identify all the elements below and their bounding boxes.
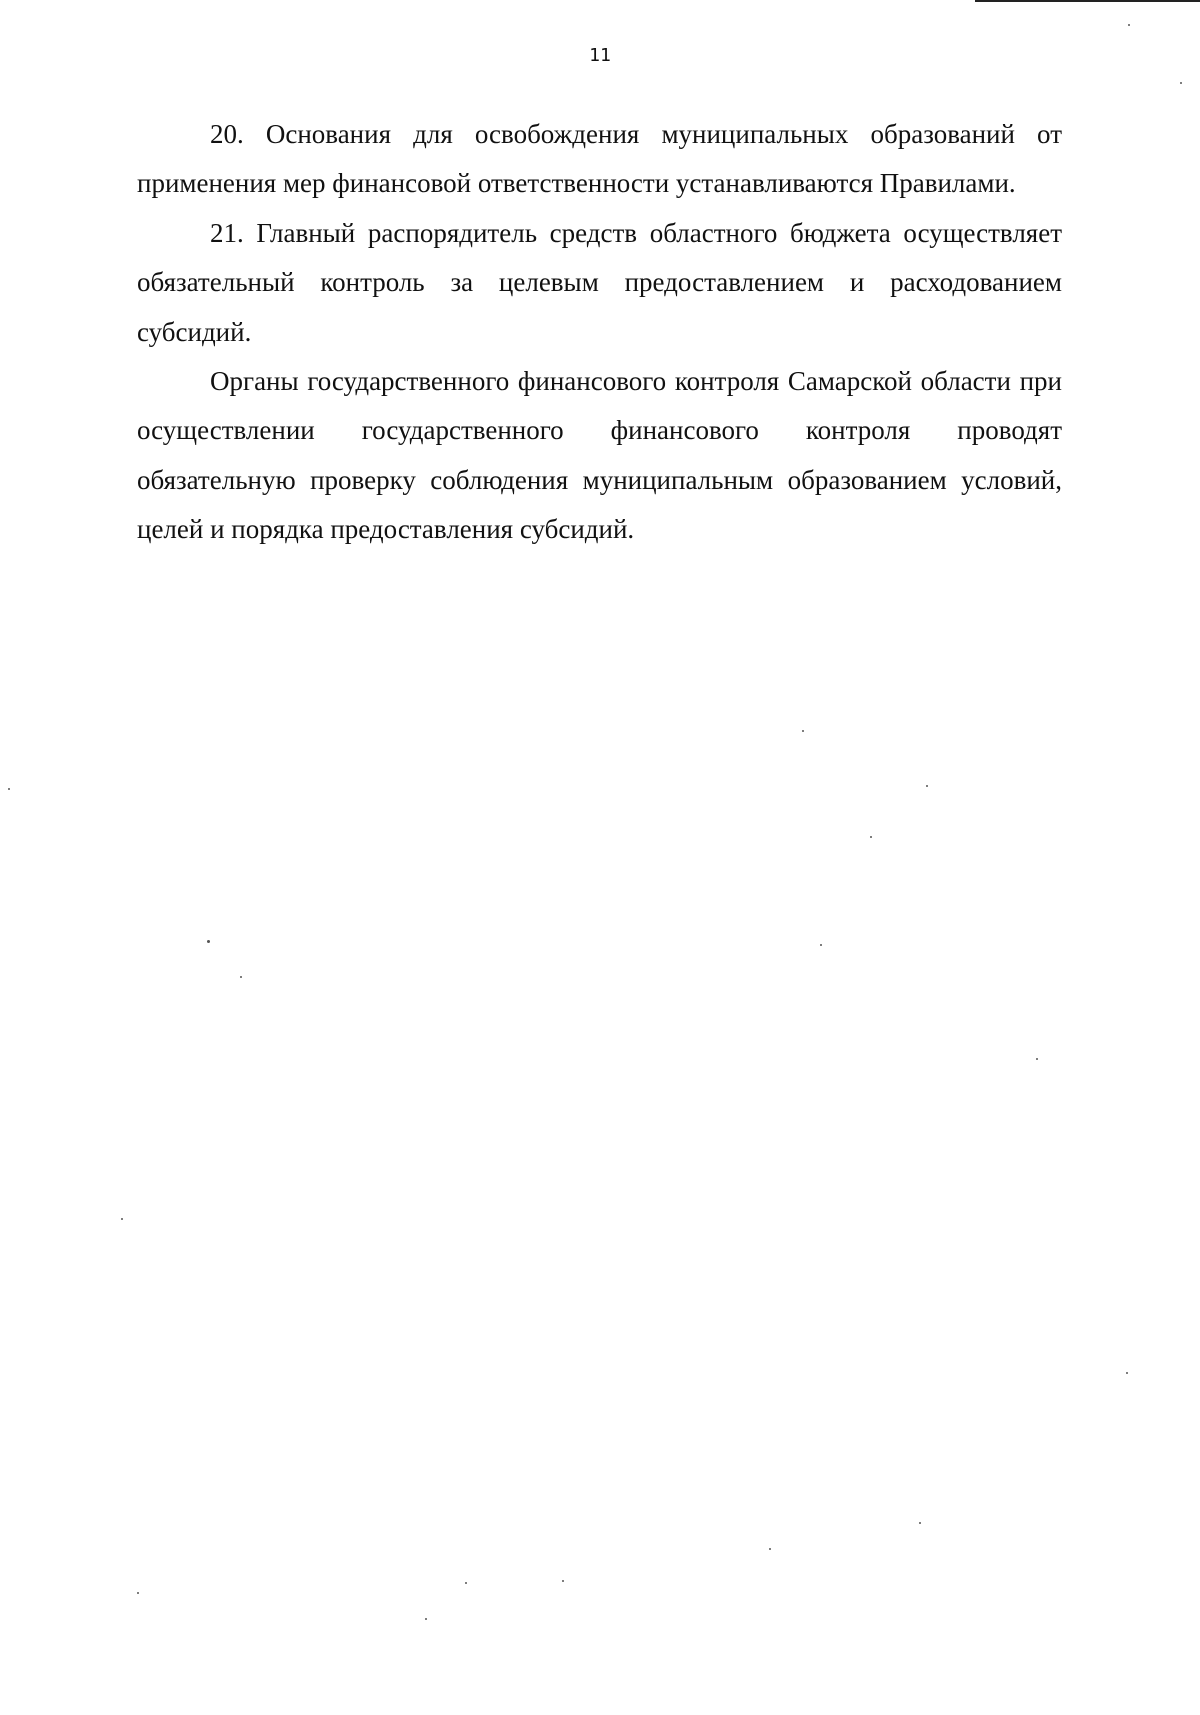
document-body xyxy=(137,110,1062,555)
paragraph-21: 21. Главный распорядитель средств областного бюджета осуществляет обязательный контроль за целевым предоставлением и расходованием субсидий. xyxy=(137,217,1062,347)
scan-speck xyxy=(1128,24,1130,26)
paragraph-20: 20. Основания для освобождения муниципальных образований от применения мер финансовой ответственности устанавливаются Правилами. xyxy=(137,119,1062,199)
scan-speck xyxy=(207,940,210,943)
scan-speck xyxy=(1126,1372,1128,1374)
scan-speck xyxy=(240,976,242,978)
scan-speck xyxy=(465,1582,467,1584)
scan-speck xyxy=(8,788,10,790)
scan-speck xyxy=(919,1522,921,1524)
top-edge-rule xyxy=(975,0,1200,2)
scan-speck xyxy=(562,1580,564,1582)
scan-speck xyxy=(802,730,804,732)
scan-speck xyxy=(820,944,822,946)
paragraph-control-bodies: Органы государственного финансового контроля Самарской области при осуществлении государственного финансового контроля проводят обязательную проверку соблюдения муниципальным образованием условий, целей и порядка предоставления субсидий. xyxy=(137,366,1062,545)
scan-speck xyxy=(769,1548,771,1550)
scan-speck xyxy=(121,1218,123,1220)
page-number: 11 xyxy=(589,45,611,66)
scan-speck xyxy=(137,1592,139,1594)
scan-speck xyxy=(1036,1058,1038,1060)
scan-speck xyxy=(425,1618,427,1620)
scan-speck xyxy=(926,785,928,787)
scan-speck xyxy=(870,836,872,838)
scan-speck xyxy=(1180,82,1182,84)
